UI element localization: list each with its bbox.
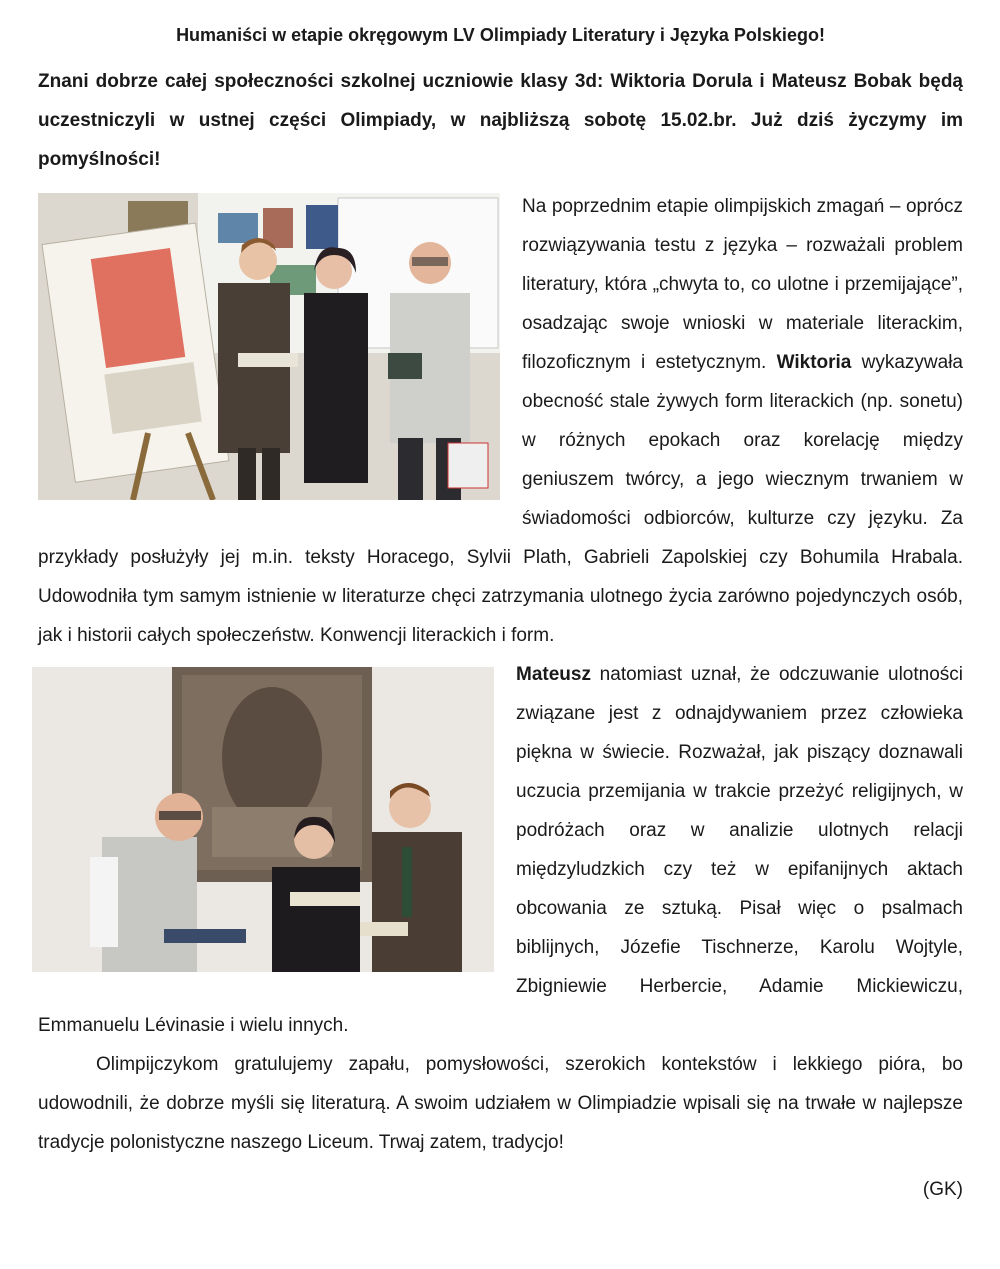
article: [38, 22, 963, 1209]
lead-paragraph: Znani dobrze całej społeczności szkolnej uczniowie klasy 3d: Wiktoria Dorula i Mateusz Bobak będą uczestniczyli w ustnej części Olimpiady, w najbliższą sobotę 15.02.br. Już dziś życzymy im pomyślności!: [38, 71, 963, 170]
article-title: Humaniści w etapie okręgowym LV Olimpiady Literatury i Języka Polskiego!: [176, 25, 825, 45]
name-mateusz: Mateusz: [516, 664, 591, 685]
signature: (GK): [922, 1179, 963, 1200]
photo-classroom-image: [38, 193, 500, 500]
photo-plaque-image: [32, 667, 494, 972]
name-wiktoria: Wiktoria: [776, 352, 852, 373]
paragraph-mateusz-text: natomiast uznał, że odczuwanie ulotności związane jest z odnajdywaniem przez człowieka piękna w świecie. Rozważał, jak piszący doznawali uczucia przemijania w trakcie przeżyć religijnych, w podróżach oraz w analizie ulotnych relacji międzyludzkich czy też w epifanijnych aktach obcowania ze sztuką. Pisał więc o psalmach biblijnych, Józefie Tischnerze, Karolu Wojtyle, Zbigniewie Herbercie, Adamie Mickiewiczu, Emmanuelu Lévinasie i wielu innych.: [38, 664, 963, 1036]
paragraph-wiktoria-intro: Na poprzednim etapie olimpijskich zmagań – oprócz rozwiązywania testu z języka – rozważali problem literatury, która „chwyta to, co ulotne i przemijające”, osadzając swoje wnioski w materiale literackim, filozoficznym i estetycznym.: [522, 196, 963, 373]
photo-classroom: [38, 193, 500, 500]
paragraph-congratulations: Olimpijczykom gratulujemy zapału, pomysłowości, szerokich kontekstów i lekkiego pióra, bo udowodnili, że dobrze myśli się literaturą. A swoim udziałem w Olimpiadzie wpisali się na trwałe w najlepsze tradycje polonistyczne naszego Liceum. Trwaj zatem, tradycjo!: [38, 1054, 963, 1153]
paragraph-wiktoria-text: wykazywała obecność stale żywych form literackich (np. sonetu) w różnych epokach oraz korelację między geniuszem twórcy, a jego wiecznym trwaniem w świadomości odbiorców, kulturze czy języku. Za przykłady posłużyły jej m.in. teksty Horacego, Sylvii Plath, Gabrieli Zapolskiej czy Bohumila Hrabala. Udowodniła tym samym istnienie w literaturze chęci zatrzymania ulotnego życia zarówno pojedynczych osób, jak i historii całych społeczeństw. Konwencji literackich i form.: [38, 352, 963, 646]
photo-plaque: [32, 667, 494, 972]
